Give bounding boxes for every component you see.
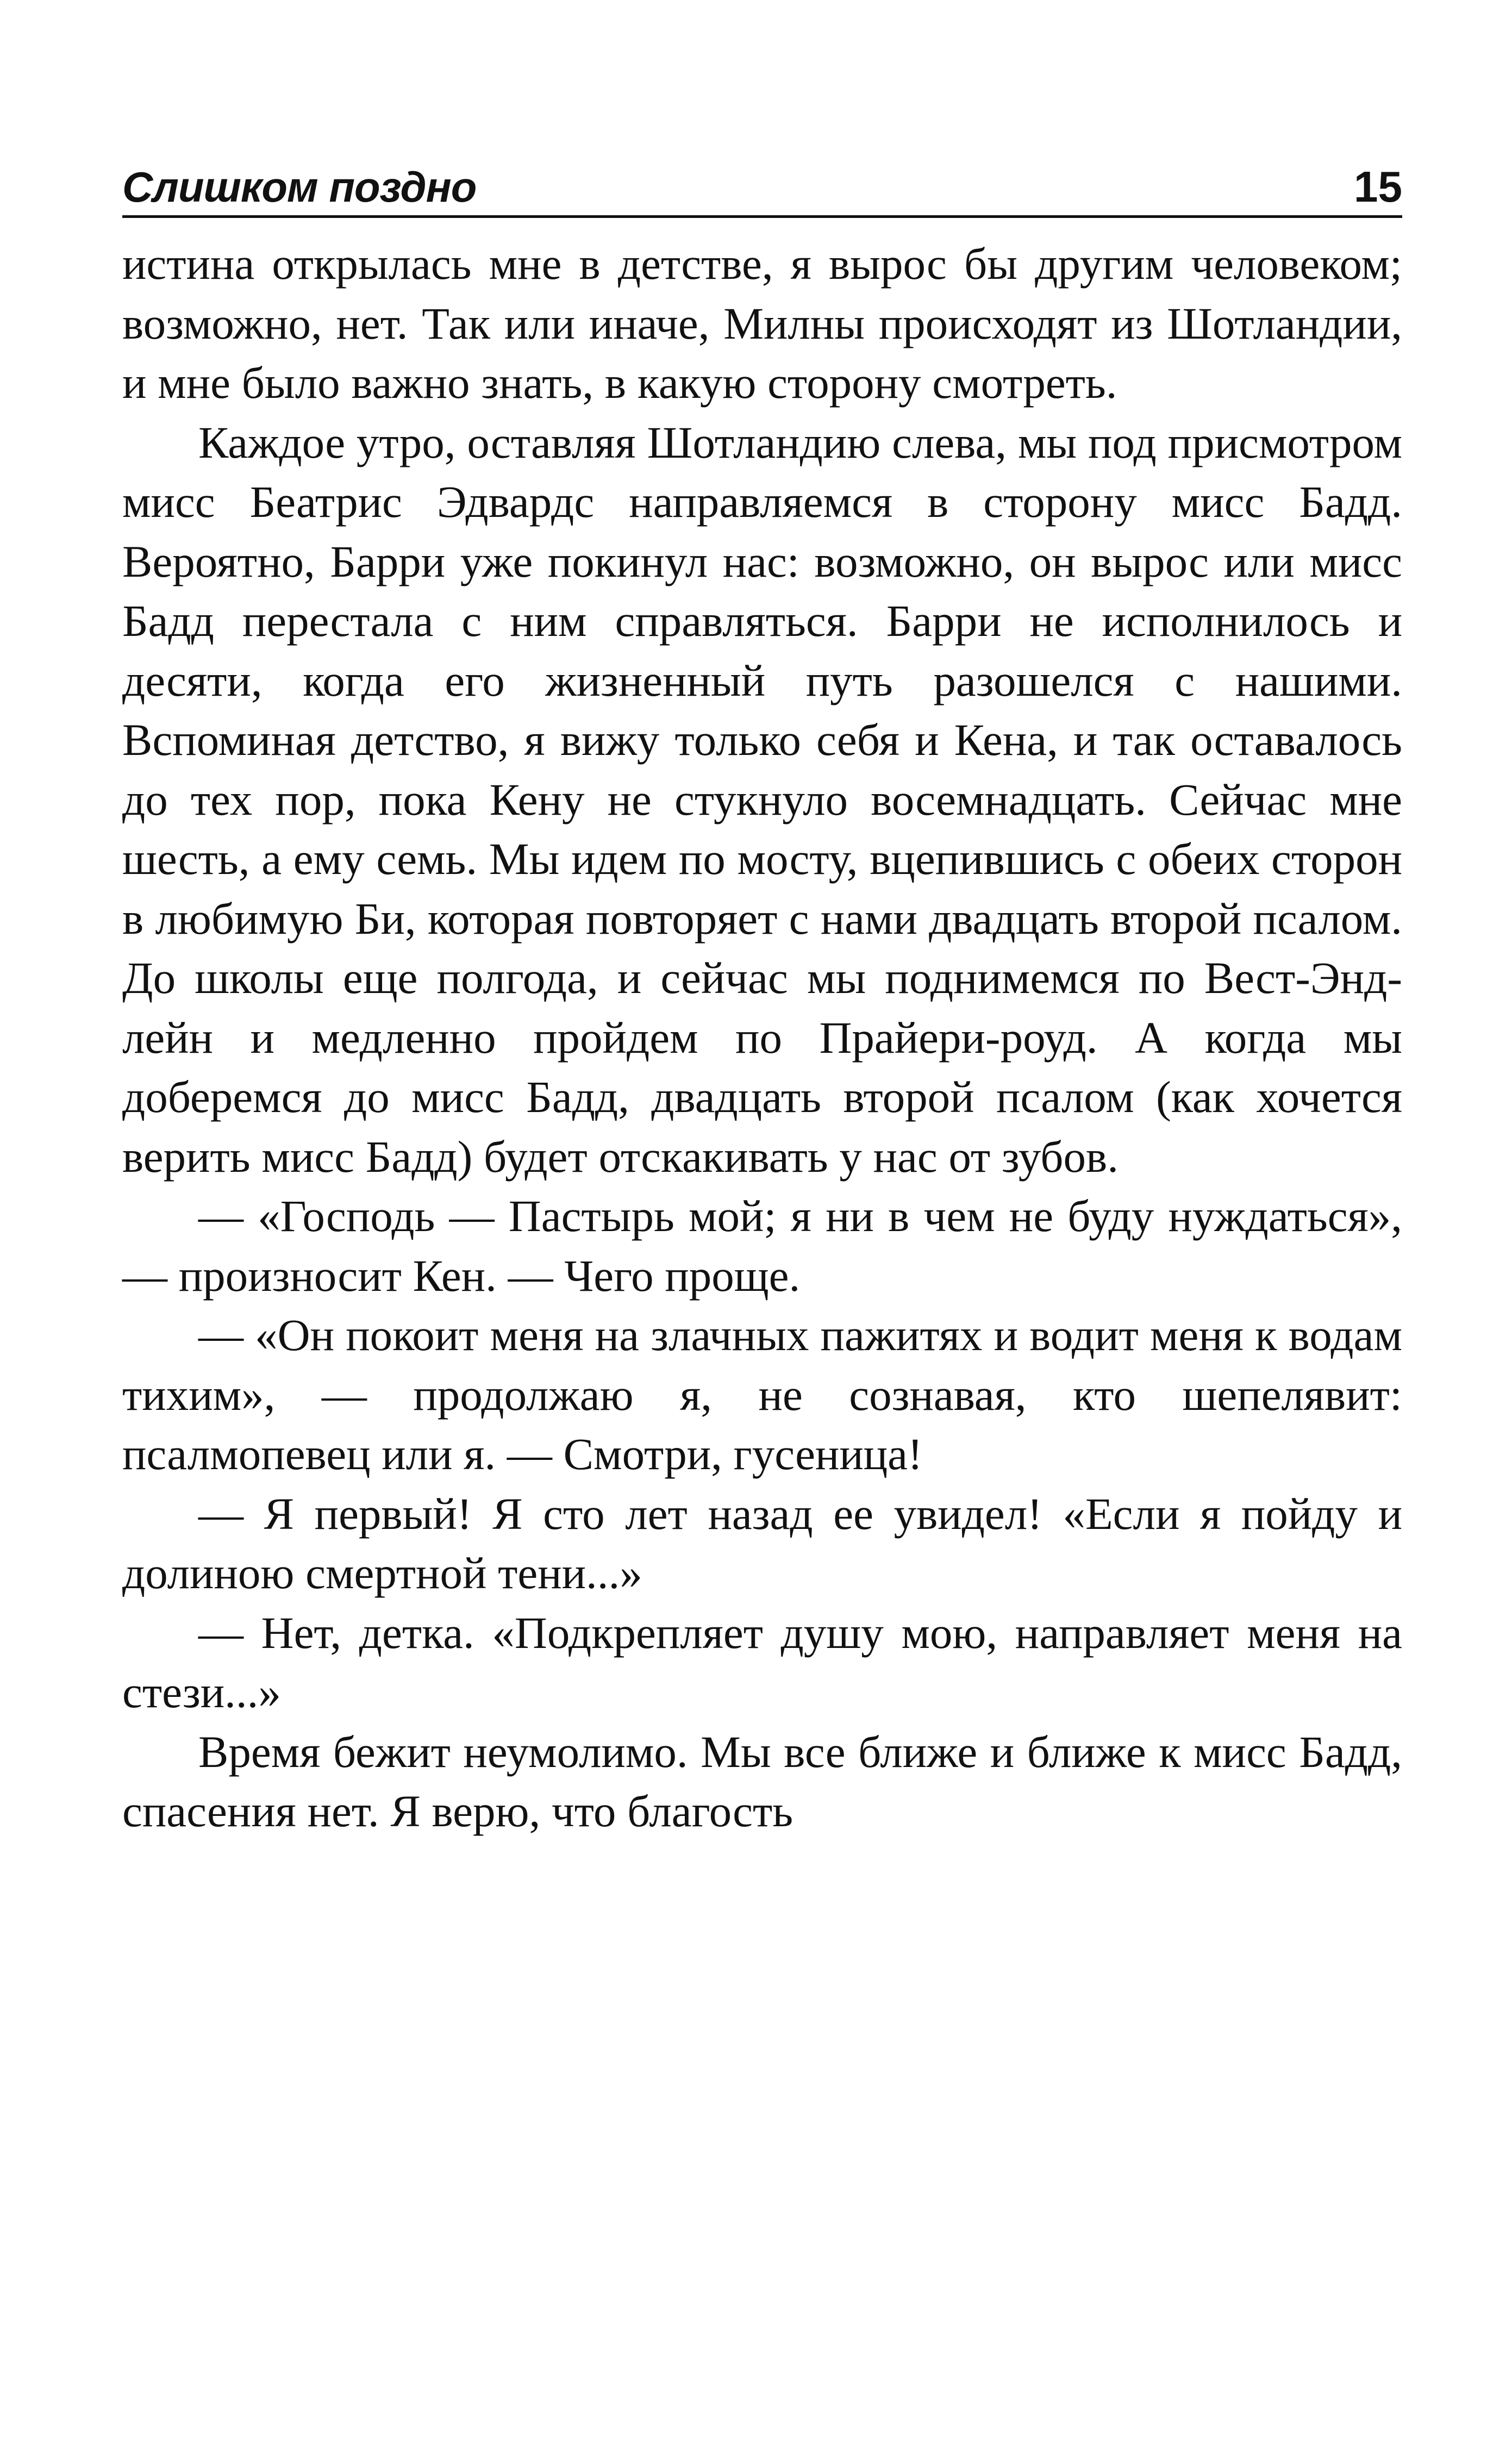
body-text — [122, 234, 1402, 1841]
book-page — [122, 152, 1402, 1841]
paragraph: Каждое утро, оставляя Шотландию слева, мы под присмотром мисс Беатрис Эдвардс направляемся в сторону мисс Бадд. Вероятно, Барри уже покинул нас: возможно, он вырос или мисс Бадд перестала с ним справляться. Барри не исполнилось и десяти, когда его жизненный путь разошелся с нашими. Вспоминая детство, я вижу только себя и Кена, и так оставалось до тех пор, пока Кену не стукнуло восемнадцать. Сейчас мне шесть, а ему семь. Мы идем по мосту, вцепившись с обеих сторон в любимую Би, которая повторяет с нами двадцать второй псалом. До школы еще полгода, и сейчас мы поднимемся по Вест-Энд-лейн и медленно пройдем по Прайери-роуд. А когда мы доберемся до мисс Бадд, двадцать второй псалом (как хочется верить мисс Бадд) будет отскакивать у нас от зубов. — [122, 417, 1402, 1182]
dialogue-paragraph: — Я первый! Я сто лет назад ее увидел! «Если я пойду и долиною смертной тени...» — [122, 1488, 1402, 1598]
paragraph: Время бежит неумолимо. Мы все ближе и ближе к мисс Бадд, спасения нет. Я верю, что благость — [122, 1726, 1402, 1836]
running-head — [122, 152, 1402, 218]
dialogue-paragraph: — «Господь — Пастырь мой; я ни в чем не буду нуждаться», — произносит Кен. — Чего проще. — [122, 1191, 1402, 1301]
page-number: 15 — [1354, 163, 1402, 211]
paragraph: истина открылась мне в детстве, я вырос бы другим человеком; возможно, нет. Так или иначе, Милны происходят из Шотландии, и мне было важно знать, в какую сторону смотреть. — [122, 239, 1402, 408]
dialogue-paragraph: — «Он покоит меня на злачных пажитях и водит меня к водам тихим», — продолжаю я, не сознавая, кто шепелявит: псалмопевец или я. — Смотри, гусеница! — [122, 1310, 1402, 1479]
dialogue-paragraph: — Нет, детка. «Подкрепляет душу мою, направляет меня на стези...» — [122, 1607, 1402, 1717]
running-title: Слишком поздно — [122, 163, 477, 211]
